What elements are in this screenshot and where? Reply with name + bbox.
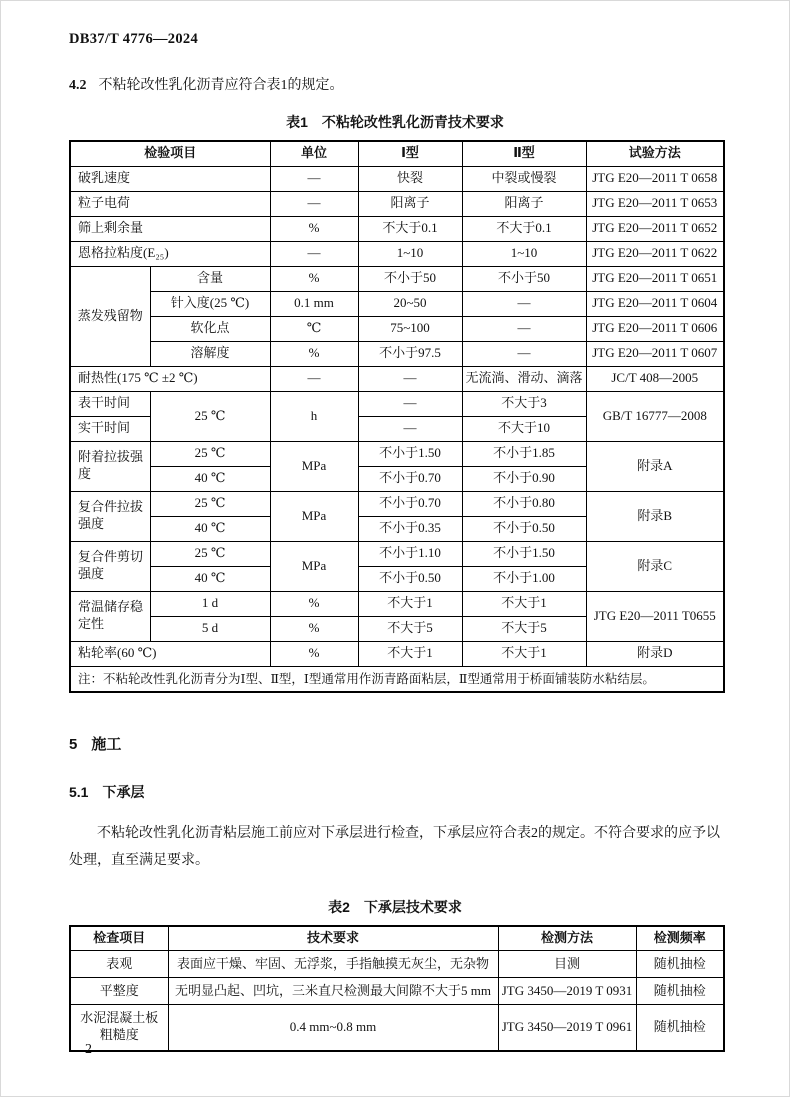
section-5-1-heading xyxy=(69,782,721,802)
body-paragraph: 不粘轮改性乳化沥青粘层施工前应对下承层进行检查，下承层应符合表2的规定。不符合要求的应予以处理，直至满足要求。 xyxy=(69,826,720,869)
doc-code: DB37/T 4776—2024 xyxy=(69,31,199,47)
table-cell: 25 ℃ xyxy=(150,391,270,441)
column-header: 试验方法 xyxy=(586,141,724,166)
table-cell: MPa xyxy=(270,441,358,491)
table-cell: 表观 xyxy=(70,951,168,978)
table-cell: 25 ℃ xyxy=(150,541,270,566)
table-cell: — xyxy=(270,191,358,216)
section-5-heading xyxy=(69,733,721,754)
table-note-row xyxy=(70,666,724,692)
table-cell: 软化点 xyxy=(150,316,270,341)
table-cell: JTG E20—2011 T 0658 xyxy=(586,166,724,191)
table-cell: 不大于1 xyxy=(462,641,586,666)
table-row xyxy=(70,541,724,566)
table-row xyxy=(70,191,724,216)
table-cell: — xyxy=(358,391,462,416)
table-cell: % xyxy=(270,216,358,241)
table-row xyxy=(70,341,724,366)
table1-caption: 表1 不粘轮改性乳化沥青技术要求 xyxy=(286,114,504,130)
table-cell: JTG E20—2011 T 0622 xyxy=(586,241,724,266)
table-cell: 常温储存稳定性 xyxy=(70,591,150,641)
table-cell: 5 d xyxy=(150,616,270,641)
table-cell: JTG E20—2011 T 0604 xyxy=(586,291,724,316)
page-content xyxy=(1,1,789,1052)
table-cell: — xyxy=(358,416,462,441)
section-number: 5.1 xyxy=(69,784,89,800)
table-row xyxy=(70,441,724,466)
table-cell: — xyxy=(462,316,586,341)
column-header: Ⅰ型 xyxy=(358,141,462,166)
table-cell: 不小于1.00 xyxy=(462,566,586,591)
table-cell: 无流淌、滑动、滴落 xyxy=(462,366,586,391)
table-cell: 附录D xyxy=(586,641,724,666)
clause-text: 不粘轮改性乳化沥青应符合表1的规定。 xyxy=(98,78,344,93)
table-cell: 快裂 xyxy=(358,166,462,191)
table-cell: 不小于0.35 xyxy=(358,516,462,541)
table-cell: 1 d xyxy=(150,591,270,616)
table-cell: 1~10 xyxy=(358,241,462,266)
table-cell: 不小于1.85 xyxy=(462,441,586,466)
table-cell: 25 ℃ xyxy=(150,441,270,466)
table-cell: % xyxy=(270,616,358,641)
table-cell: 随机抽检 xyxy=(636,978,724,1005)
table2-caption: 表2 下承层技术要求 xyxy=(328,898,462,915)
table-cell: 随机抽检 xyxy=(636,951,724,978)
table-cell: 复合件剪切强度 xyxy=(70,541,150,591)
table-cell: 附录A xyxy=(586,441,724,491)
table-cell: 不小于1.50 xyxy=(462,541,586,566)
table-cell: 耐热性(175 ℃ ±2 ℃) xyxy=(70,366,270,391)
table-row xyxy=(70,216,724,241)
table2 xyxy=(69,925,725,1052)
table-cell: 40 ℃ xyxy=(150,566,270,591)
table-row xyxy=(70,316,724,341)
section-title: 下承层 xyxy=(102,784,145,800)
table-note: 注：不粘轮改性乳化沥青分为Ⅰ型、Ⅱ型，Ⅰ型通常用作沥青路面粘层，Ⅱ型通常用于桥面铺装防水粘结层。 xyxy=(70,666,724,692)
table-cell: 不小于0.70 xyxy=(358,466,462,491)
table-cell: 不小于1.10 xyxy=(358,541,462,566)
table-cell: 附着拉拔强度 xyxy=(70,441,150,491)
table-cell: ℃ xyxy=(270,316,358,341)
table-cell: 不小于0.50 xyxy=(358,566,462,591)
table-cell: 不小于50 xyxy=(462,266,586,291)
table1 xyxy=(69,140,725,693)
table-cell: 附录C xyxy=(586,541,724,591)
column-header: 检验项目 xyxy=(70,141,270,166)
table-cell: 40 ℃ xyxy=(150,466,270,491)
table-cell: 阳离子 xyxy=(462,191,586,216)
table-cell: JTG E20—2011 T 0651 xyxy=(586,266,724,291)
table-cell: 不大于1 xyxy=(358,641,462,666)
table-cell: 不大于5 xyxy=(462,616,586,641)
table-cell: 随机抽检 xyxy=(636,1005,724,1051)
table-cell: — xyxy=(270,241,358,266)
table-cell: MPa xyxy=(270,491,358,541)
table-cell: % xyxy=(270,641,358,666)
table-cell: GB/T 16777—2008 xyxy=(586,391,724,441)
table-cell: 不大于1 xyxy=(462,591,586,616)
table-row xyxy=(70,241,724,266)
section-number: 5 xyxy=(69,736,78,753)
table-row xyxy=(70,291,724,316)
table-cell: 不大于1 xyxy=(358,591,462,616)
table-cell: — xyxy=(270,166,358,191)
table-cell: JTG E20—2011 T 0653 xyxy=(586,191,724,216)
clause-4-2 xyxy=(69,74,721,94)
column-header: 检测频率 xyxy=(636,926,724,951)
table-cell: 破乳速度 xyxy=(70,166,270,191)
table-cell: 不小于97.5 xyxy=(358,341,462,366)
table-cell: 25 ℃ xyxy=(150,491,270,516)
table-cell: 不大于0.1 xyxy=(358,216,462,241)
table-cell: 不小于0.50 xyxy=(462,516,586,541)
table-cell: 不大于0.1 xyxy=(462,216,586,241)
table-row xyxy=(70,491,724,516)
table2-header-row xyxy=(70,926,724,951)
table-row xyxy=(70,391,724,416)
table-cell: 0.1 mm xyxy=(270,291,358,316)
table-row xyxy=(70,591,724,616)
table-cell: 不大于3 xyxy=(462,391,586,416)
table-cell: 实干时间 xyxy=(70,416,150,441)
table-cell: 不小于0.80 xyxy=(462,491,586,516)
table-cell: 筛上剩余量 xyxy=(70,216,270,241)
table-cell: 不小于0.90 xyxy=(462,466,586,491)
table-row xyxy=(70,1005,724,1051)
table-cell: h xyxy=(270,391,358,441)
table-cell: 阳离子 xyxy=(358,191,462,216)
table-row xyxy=(70,266,724,291)
table-cell: 75~100 xyxy=(358,316,462,341)
table-cell: 针入度(25 ℃) xyxy=(150,291,270,316)
table-cell: — xyxy=(270,366,358,391)
table-cell: 无明显凸起、凹坑，三米直尺检测最大间隙不大于5 mm xyxy=(168,978,498,1005)
column-header: 检查项目 xyxy=(70,926,168,951)
table-cell: 不小于1.50 xyxy=(358,441,462,466)
table-cell: 粒子电荷 xyxy=(70,191,270,216)
table-cell: 蒸发残留物 xyxy=(70,266,150,366)
table-cell: 1~10 xyxy=(462,241,586,266)
column-header: Ⅱ型 xyxy=(462,141,586,166)
table-cell: % xyxy=(270,266,358,291)
column-header: 单位 xyxy=(270,141,358,166)
section-title: 施工 xyxy=(91,736,122,753)
column-header: 技术要求 xyxy=(168,926,498,951)
table-cell: JTG E20—2011 T 0652 xyxy=(586,216,724,241)
table-cell: 表干时间 xyxy=(70,391,150,416)
table-cell: MPa xyxy=(270,541,358,591)
table-cell: 中裂或慢裂 xyxy=(462,166,586,191)
table-cell: — xyxy=(358,366,462,391)
table-cell: 复合件拉拔强度 xyxy=(70,491,150,541)
table-cell: JTG E20—2011 T 0607 xyxy=(586,341,724,366)
table-cell: 平整度 xyxy=(70,978,168,1005)
table-cell: 含量 xyxy=(150,266,270,291)
table-cell: 水泥混凝土板粗糙度 xyxy=(70,1005,168,1051)
table1-header-row xyxy=(70,141,724,166)
table-cell: 粘轮率(60 ℃) xyxy=(70,641,270,666)
table-cell: 恩格拉粘度(E₂₅) xyxy=(70,241,270,266)
clause-number: 4.2 xyxy=(69,78,87,93)
table-cell: 附录B xyxy=(586,491,724,541)
table-cell: 溶解度 xyxy=(150,341,270,366)
table-cell: JTG E20—2011 T0655 xyxy=(586,591,724,641)
table-cell: — xyxy=(462,291,586,316)
table-cell: 0.4 mm~0.8 mm xyxy=(168,1005,498,1051)
table-cell: 不小于50 xyxy=(358,266,462,291)
table-row xyxy=(70,978,724,1005)
table-cell: 目测 xyxy=(498,951,636,978)
table-cell: 不大于5 xyxy=(358,616,462,641)
table-row xyxy=(70,366,724,391)
table-cell: JC/T 408—2005 xyxy=(586,366,724,391)
page-number: 2 xyxy=(85,1042,92,1057)
table-cell: JTG 3450—2019 T 0961 xyxy=(498,1005,636,1051)
table-row xyxy=(70,166,724,191)
table-cell: 40 ℃ xyxy=(150,516,270,541)
table-cell: JTG 3450—2019 T 0931 xyxy=(498,978,636,1005)
table-cell: 不大于10 xyxy=(462,416,586,441)
table-cell: % xyxy=(270,591,358,616)
table-cell: 20~50 xyxy=(358,291,462,316)
column-header: 检测方法 xyxy=(498,926,636,951)
table-row xyxy=(70,641,724,666)
table-cell: 表面应干燥、牢固、无浮浆，手指触摸无灰尘，无杂物 xyxy=(168,951,498,978)
table-cell: — xyxy=(462,341,586,366)
table-cell: % xyxy=(270,341,358,366)
table-row xyxy=(70,951,724,978)
table-cell: JTG E20—2011 T 0606 xyxy=(586,316,724,341)
table-cell: 不小于0.70 xyxy=(358,491,462,516)
